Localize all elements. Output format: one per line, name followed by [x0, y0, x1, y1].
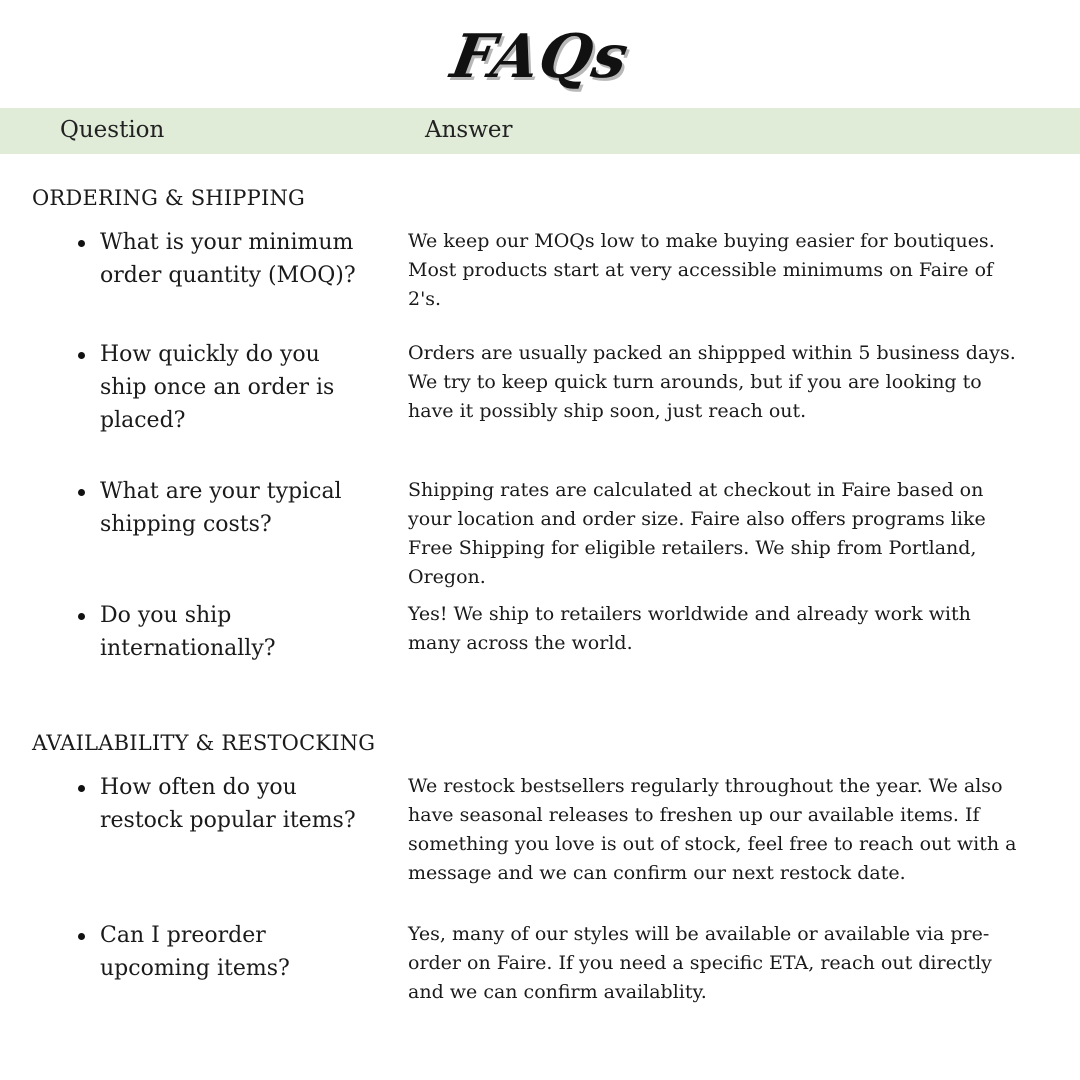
faq-question: Can I preorder upcoming items?	[100, 919, 360, 985]
question-column-header: Question	[60, 117, 165, 143]
faq-question: How quickly do you ship once an order is placed?	[100, 338, 360, 437]
faq-answer: Shipping rates are calculated at checkout in Faire based on your location and order size. Faire also offers programs like Free Shipping for eligible retailers. We ship from Portland, Oregon.	[408, 479, 986, 588]
section-heading-ordering-shipping: ORDERING & SHIPPING	[32, 186, 305, 210]
table-header	[0, 108, 1080, 154]
faq-question: How often do you restock popular items?	[100, 771, 360, 837]
faq-answer: We keep our MOQs low to make buying easier for boutiques. Most products start at very accessible minimums on Faire of 2's.	[408, 230, 995, 310]
faq-question: Do you ship internationally?	[100, 599, 360, 665]
page-title: FAQs	[445, 22, 635, 92]
faq-answer: Yes, many of our styles will be available or available via pre-order on Faire. If you need a specific ETA, reach out directly and we can confirm availablity.	[408, 923, 992, 1003]
section-heading-availability-restocking: AVAILABILITY & RESTOCKING	[32, 731, 376, 755]
faq-question: What are your typical shipping costs?	[100, 475, 360, 541]
faq-answer: Orders are usually packed an shippped within 5 business days. We try to keep quick turn arounds, but if you are looking to have it possibly ship soon, just reach out.	[408, 342, 1016, 422]
answer-column-header: Answer	[425, 117, 513, 143]
faq-question: What is your minimum order quantity (MOQ)?	[100, 226, 360, 292]
faq-answer: Yes! We ship to retailers worldwide and already work with many across the world.	[408, 603, 971, 654]
faq-answer: We restock bestsellers regularly throughout the year. We also have seasonal releases to freshen up our available items. If something you love is out of stock, feel free to reach out with a message and we can confirm our next restock date.	[408, 775, 1017, 884]
